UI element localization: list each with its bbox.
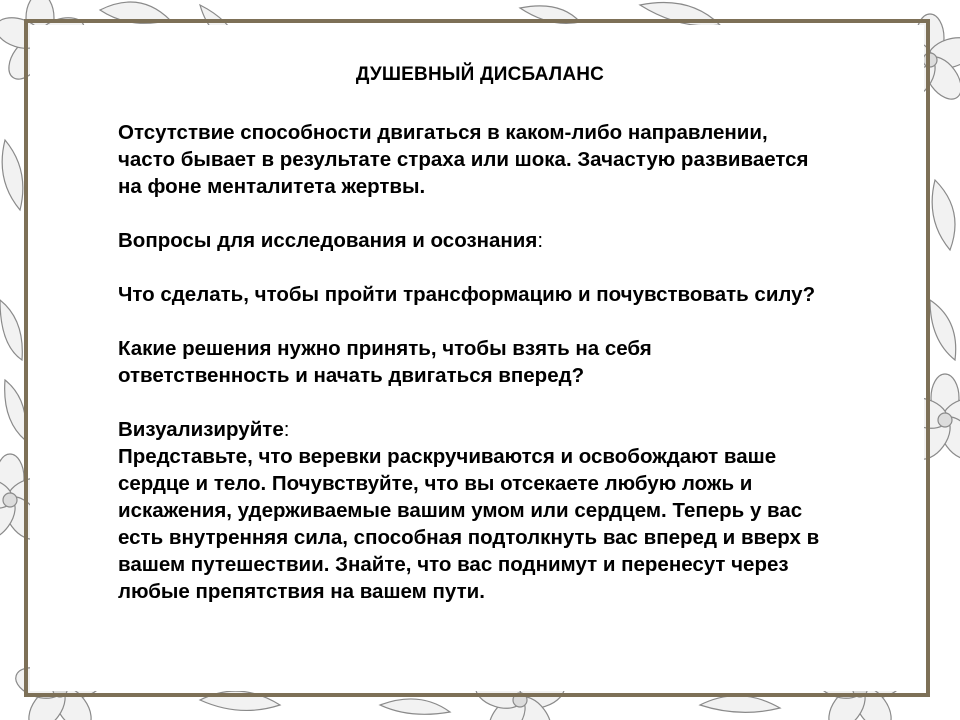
question-1: Что сделать, чтобы пройти трансформацию и почувствовать силу? bbox=[118, 283, 816, 306]
visualize-colon: : bbox=[283, 418, 290, 441]
leaf-icon bbox=[932, 180, 955, 250]
visualize-line: есть внутренняя сила, способная подтолкнуть вас вперед и вверх в bbox=[118, 526, 820, 549]
questions-colon: : bbox=[537, 229, 544, 252]
leaf-icon bbox=[700, 696, 780, 713]
visualize-line: искажения, удерживаемые вашим умом или сердцем. Теперь у вас bbox=[118, 499, 803, 522]
visualize-line: вашем путешествии. Знайте, что вас поднимут и перенесут через bbox=[118, 553, 789, 576]
visualize-heading-line bbox=[118, 416, 898, 443]
page-title: ДУШЕВНЫЙ ДИСБАЛАНС bbox=[355, 64, 605, 85]
leaf-icon bbox=[0, 300, 22, 360]
questions-heading: Вопросы для исследования и осознания bbox=[118, 229, 538, 252]
visualize-line: сердце и тело. Почувствуйте, что вы отсекаете любую ложь и bbox=[118, 472, 753, 495]
question-2-line: ответственность и начать двигаться вперед? bbox=[118, 364, 585, 387]
leaf-icon bbox=[5, 380, 26, 440]
question-2-line: Какие решения нужно принять, чтобы взять на себя bbox=[118, 337, 652, 360]
intro-line: Отсутствие способности двигаться в каком-либо направлении, bbox=[118, 121, 768, 144]
intro-line: часто бывает в результате страха или шока. Зачастую развивается bbox=[118, 148, 809, 171]
leaf-icon bbox=[930, 300, 956, 360]
visualize-line: любые препятствия на вашем пути. bbox=[118, 580, 485, 603]
visualize-heading: Визуализируйте bbox=[118, 418, 284, 441]
document-body bbox=[118, 119, 898, 605]
questions-heading-line bbox=[118, 227, 898, 254]
leaf-icon bbox=[380, 699, 450, 714]
intro-line: на фоне менталитета жертвы. bbox=[118, 175, 426, 198]
visualize-line: Представьте, что веревки раскручиваются и освобождают ваше bbox=[118, 445, 777, 468]
leaf-icon bbox=[2, 140, 23, 210]
